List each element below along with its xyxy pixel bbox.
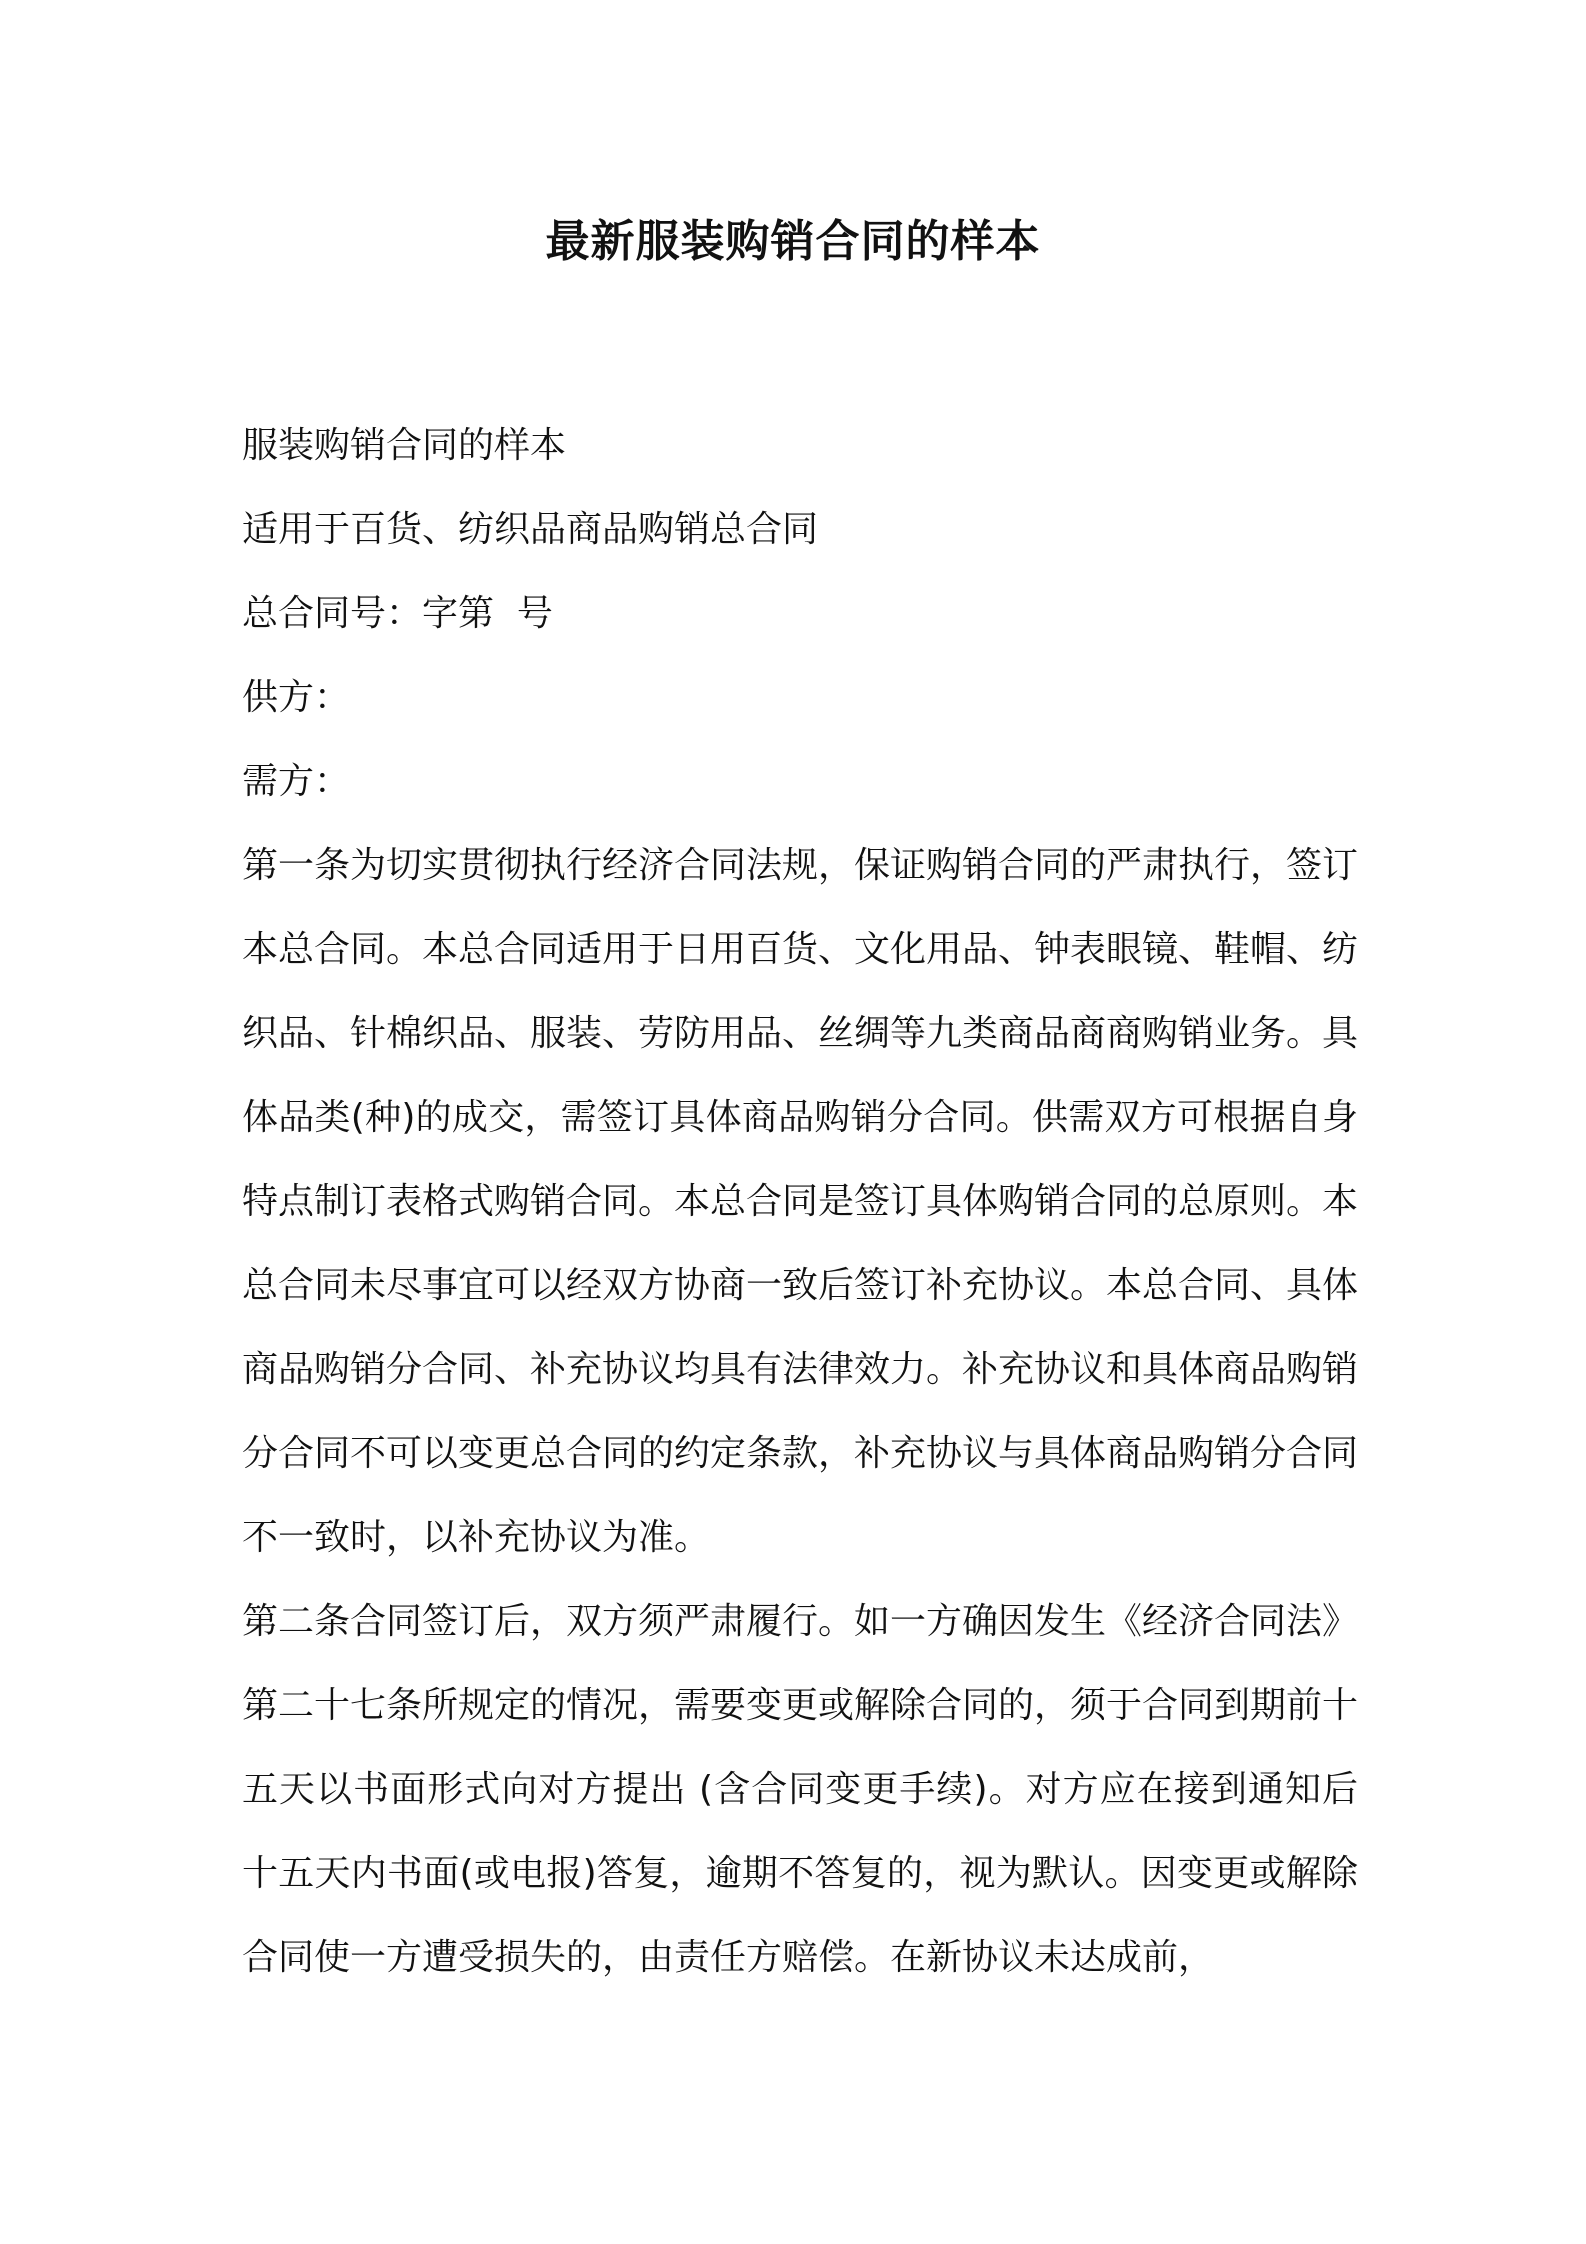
supplier-line: 供方： xyxy=(242,677,351,718)
article-one-paragraph: 第一条为切实贯彻执行经济合同法规，保证购销合同的严肃执行，签订本总合同。本总合同适用于日用百货、文化用品、钟表眼镜、鞋帽、纺织品、针棉织品、服装、劳防用品、丝绸等九类商品商商购销业务。具体品类(种)的成交，需签订具体商品购销分合同。供需双方可根据自身特点制订表格式购销合同。本总合同是签订具体购销合同的总原则。本总合同未尽事宜可以经双方协商一致后签订补充协议。本总合同、具体商品购销分合同、补充协议均具有法律效力。补充协议和具体商品购销分合同不可以变更总合同的约定条款，补充协议与具体商品购销分合同不一致时，以补充协议为准。 xyxy=(242,845,1359,1558)
document-body xyxy=(242,404,1358,2000)
contract-number-line: 总合同号：字第 号 xyxy=(242,593,553,634)
scope-line: 适用于百货、纺织品商品购销总合同 xyxy=(242,509,819,550)
buyer-line: 需方： xyxy=(242,761,351,802)
subtitle-line: 服装购销合同的样本 xyxy=(242,425,567,466)
article-two-paragraph: 第二条合同签订后，双方须严肃履行。如一方确因发生《经济合同法》第二十七条所规定的情况，需要变更或解除合同的，须于合同到期前十五天以书面形式向对方提出 (含合同变更手续)。对方应在接到通知后十五天内书面(或电报)答复，逾期不答复的，视为默认。因变更或解除合同使一方遭受损失的，由责任方赔偿。在新协议未达成前， xyxy=(242,1601,1359,1978)
document-title: 最新服装购销合同的样本 xyxy=(545,216,1041,267)
